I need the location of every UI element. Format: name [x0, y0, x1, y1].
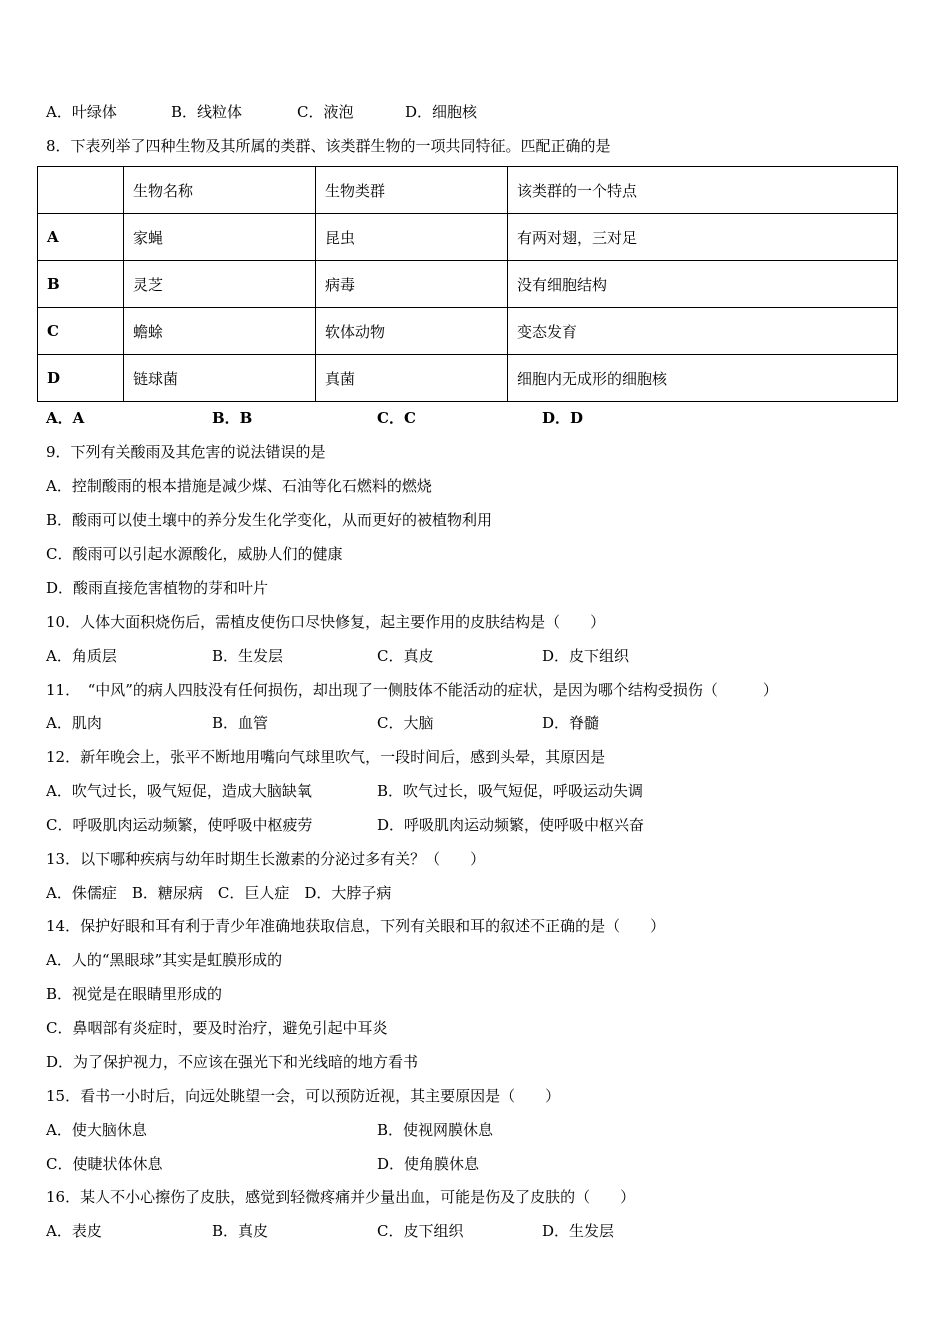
q15-option-c: C．使睫状体休息	[46, 1155, 163, 1173]
q12-option-a: A．吹气过长，吸气短促，造成大脑缺氧	[46, 782, 312, 800]
q11-option-a: A．肌肉	[46, 714, 102, 732]
row-label: A	[38, 214, 124, 261]
group-trait: 细胞内无成形的细胞核	[508, 355, 898, 402]
q12-stem: 12．新年晚会上，张平不断地用嘴向气球里吹气，一段时间后，感到头晕，其原因是	[46, 748, 606, 766]
q9-option-c: C．酸雨可以引起水源酸化，威胁人们的健康	[46, 545, 343, 563]
q12-option-d: D．呼吸肌肉运动频繁，使呼吸中枢兴奋	[377, 816, 645, 834]
table-header-row	[38, 167, 898, 214]
q10-option-a: A．角质层	[46, 647, 117, 665]
q8-table	[37, 166, 898, 402]
q9-stem: 9．下列有关酸雨及其危害的说法错误的是	[46, 443, 326, 461]
q16-option-d: D．生发层	[542, 1222, 615, 1240]
q14-option-d: D．为了保护视力，不应该在强光下和光线暗的地方看书	[46, 1053, 419, 1071]
q7-option-d: D．细胞核	[405, 103, 478, 121]
table-header-cell: 生物类群	[316, 167, 508, 214]
q10-stem: 10．人体大面积烧伤后，需植皮使伤口尽快修复，起主要作用的皮肤结构是（ ）	[46, 613, 606, 631]
q8-option-d: D．D	[542, 409, 584, 427]
table-header-cell: 该类群的一个特点	[508, 167, 898, 214]
q16-stem: 16．某人不小心擦伤了皮肤，感觉到轻微疼痛并少量出血，可能是伤及了皮肤的（ ）	[46, 1188, 636, 1206]
group-trait: 有两对翅，三对足	[508, 214, 898, 261]
group-trait: 没有细胞结构	[508, 261, 898, 308]
q7-option-b: B．线粒体	[171, 103, 243, 121]
q13-stem: 13．以下哪种疾病与幼年时期生长激素的分泌过多有关？（ ）	[46, 850, 486, 868]
q9-option-a: A．控制酸雨的根本措施是减少煤、石油等化石燃料的燃烧	[46, 477, 432, 495]
q14-option-b: B．视觉是在眼睛里形成的	[46, 985, 223, 1003]
organism-name: 链球菌	[124, 355, 316, 402]
organism-name: 灵芝	[124, 261, 316, 308]
q16-option-c: C．皮下组织	[377, 1222, 464, 1240]
organism-group: 病毒	[316, 261, 508, 308]
row-label: C	[38, 308, 124, 355]
table-row	[38, 214, 898, 261]
row-label: D	[38, 355, 124, 402]
q14-stem: 14．保护好眼和耳有利于青少年准确地获取信息，下列有关眼和耳的叙述不正确的是（ ）	[46, 917, 666, 935]
q16-option-a: A．表皮	[46, 1222, 102, 1240]
q9-option-d: D．酸雨直接危害植物的芽和叶片	[46, 579, 269, 597]
table-row	[38, 355, 898, 402]
row-label: B	[38, 261, 124, 308]
q11-option-b: B．血管	[212, 714, 269, 732]
organism-group: 真菌	[316, 355, 508, 402]
q13-options: A．侏儒症 B．糖尿病 C．巨人症 D．大脖子病	[46, 884, 392, 902]
organism-group: 昆虫	[316, 214, 508, 261]
q11-option-d: D．脊髓	[542, 714, 600, 732]
q8-option-a: A．A	[46, 409, 85, 427]
table-header-cell: 生物名称	[124, 167, 316, 214]
q15-option-a: A．使大脑休息	[46, 1121, 147, 1139]
q15-stem: 15．看书一小时后，向远处眺望一会，可以预防近视，其主要原因是（ ）	[46, 1087, 561, 1105]
table-row	[38, 308, 898, 355]
q15-option-b: B．使视网膜休息	[377, 1121, 494, 1139]
q15-option-d: D．使角膜休息	[377, 1155, 480, 1173]
q7-option-a: A．叶绿体	[46, 103, 117, 121]
organism-group: 软体动物	[316, 308, 508, 355]
q8-option-c: C．C	[377, 409, 416, 427]
q12-option-c: C．呼吸肌肉运动频繁，使呼吸中枢疲劳	[46, 816, 313, 834]
q9-option-b: B．酸雨可以使土壤中的养分发生化学变化，从而更好的被植物利用	[46, 511, 493, 529]
q10-option-c: C．真皮	[377, 647, 434, 665]
q7-option-c: C．液泡	[297, 103, 354, 121]
organism-name: 蟾蜍	[124, 308, 316, 355]
q10-option-d: D．皮下组织	[542, 647, 630, 665]
q14-option-c: C．鼻咽部有炎症时，要及时治疗，避免引起中耳炎	[46, 1019, 388, 1037]
group-trait: 变态发育	[508, 308, 898, 355]
q16-option-b: B．真皮	[212, 1222, 269, 1240]
q10-option-b: B．生发层	[212, 647, 284, 665]
q12-option-b: B．吹气过长，吸气短促，呼吸运动失调	[377, 782, 644, 800]
q8-option-b: B．B	[212, 409, 253, 427]
organism-name: 家蝇	[124, 214, 316, 261]
q8-stem: 8．下表列举了四种生物及其所属的类群、该类群生物的一项共同特征。匹配正确的是	[46, 137, 611, 155]
q11-option-c: C．大脑	[377, 714, 434, 732]
q14-option-a: A．人的“黑眼球”其实是虹膜形成的	[46, 951, 283, 969]
table-row	[38, 261, 898, 308]
q11-stem: 11． “中风”的病人四肢没有任何损伤，却出现了一侧肢体不能活动的症状，是因为哪个结构受损伤（ ）	[46, 681, 778, 699]
table-header-cell	[38, 167, 124, 214]
